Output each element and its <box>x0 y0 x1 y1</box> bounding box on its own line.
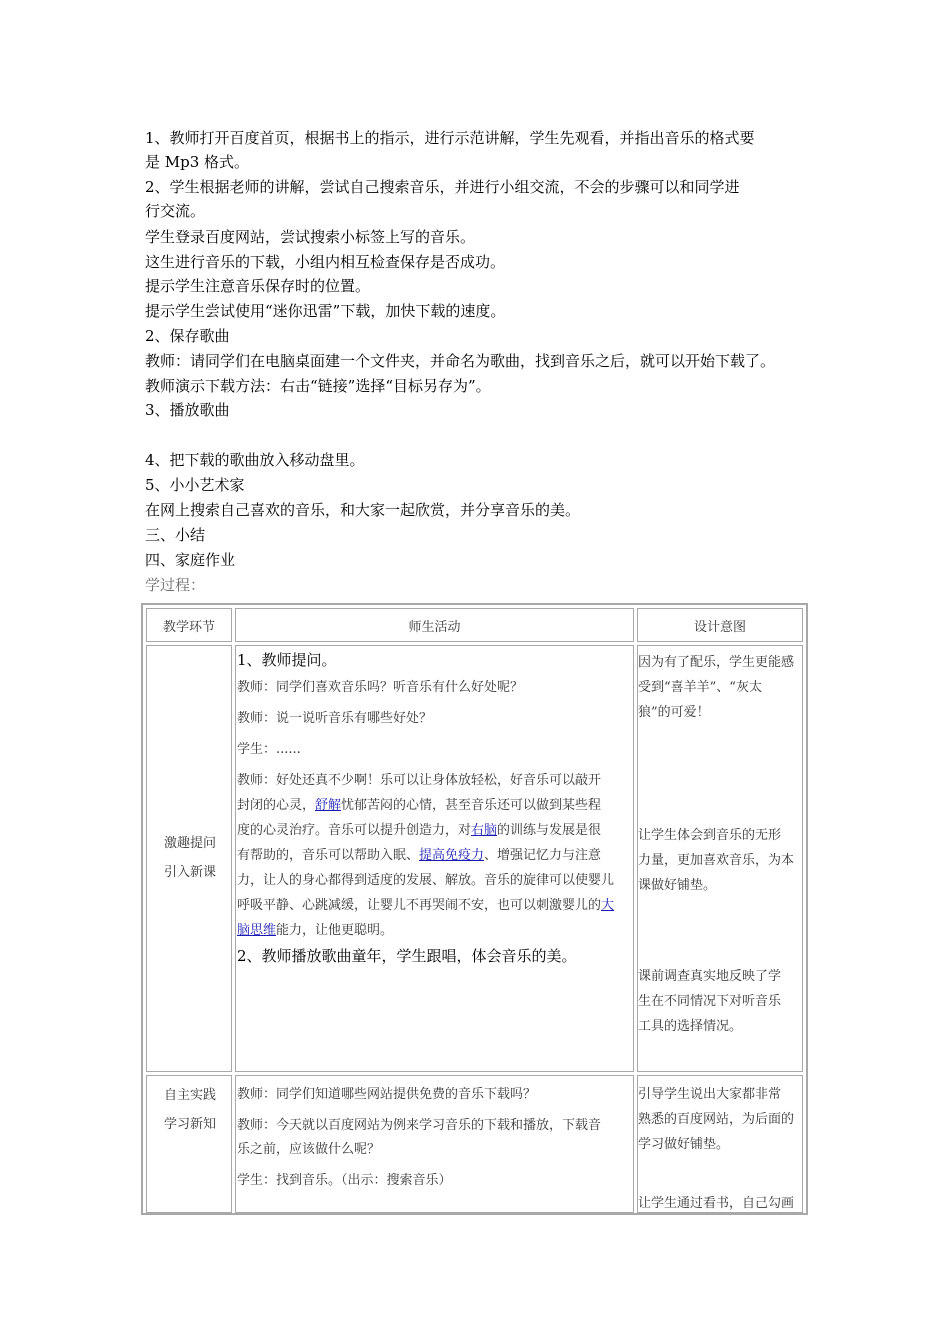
table-caption: 学过程： <box>145 576 206 594</box>
activity-line <box>237 919 393 938</box>
header-cell-intent <box>637 608 803 642</box>
paragraph: 2、学生根据老师的讲解，尝试自己搜索音乐，并进行小组交流，不会的步骤可以和同学进 <box>145 178 740 196</box>
text-run: 呼吸平静、心跳减缓，让婴儿不再哭闹不安，也可以刺激婴儿的 <box>237 898 602 913</box>
intent-line: 狼”的可爱！ <box>638 705 710 720</box>
intent-line: 让学生通过看书，自己勾画 <box>638 1196 795 1211</box>
text-run: 忧郁苦闷的心情，甚至音乐还可以做到某些程 <box>341 798 602 813</box>
text-run: 有帮助的，音乐可以帮助入眠、 <box>237 848 420 863</box>
activity-line <box>237 819 601 838</box>
section-heading: 5、小小艺术家 <box>145 476 245 494</box>
section-heading: 4、把下载的歌曲放入移动盘里。 <box>145 451 365 469</box>
activity-line <box>237 894 614 913</box>
intent-line: 受到“喜羊羊”、“灰太 <box>638 680 762 695</box>
row1-activity-cell <box>235 645 634 1072</box>
activity-line: 力，让人的身心都得到适度的发展、解放。音乐的旋律可以使婴儿 <box>237 873 615 888</box>
stage-label: 自主实践 <box>163 1088 216 1103</box>
activity-line: 教师：同学们知道哪些网站提供免费的音乐下载吗？ <box>237 1087 537 1102</box>
header-cell-activity <box>235 608 634 642</box>
text-run: 、增强记忆力与注意 <box>484 848 602 863</box>
intent-line: 因为有了配乐，学生更能感 <box>638 655 795 670</box>
paragraph: 教师演示下载方法：右击“链接”选择“目标另存为”。 <box>145 377 491 395</box>
link-danaosiwei[interactable]: 大 <box>601 898 615 913</box>
row1-intent-cell <box>637 645 803 1072</box>
section-heading: 三、小结 <box>145 526 206 544</box>
intent-line: 让学生体会到音乐的无形 <box>638 828 782 843</box>
text-run: 能力，让他更聪明。 <box>276 923 394 938</box>
activity-item: 1、教师提问。 <box>237 651 337 669</box>
header-label: 师生活动 <box>408 619 461 635</box>
paragraph: 是 Mp3 格式。 <box>145 153 250 171</box>
paragraph: 在网上搜索自己喜欢的音乐，和大家一起欣赏，并分享音乐的美。 <box>145 501 581 519</box>
link-younao[interactable]: 右脑 <box>471 823 498 838</box>
row2-stage-cell <box>146 1075 232 1213</box>
intent-line: 力量，更加喜欢音乐，为本 <box>638 853 795 868</box>
section-heading: 2、保存歌曲 <box>145 327 230 345</box>
header-cell-stage <box>146 608 232 642</box>
activity-line: 学生：...... <box>237 742 301 757</box>
section-heading: 四、家庭作业 <box>145 551 236 569</box>
text-run: 度的心灵治疗。音乐可以提升创造力，对 <box>237 823 472 838</box>
activity-line: 教师：好处还真不少啊！乐可以让身体放轻松，好音乐可以敲开 <box>237 773 602 788</box>
activity-line: 教师：同学们喜欢音乐吗？听音乐有什么好处呢？ <box>237 680 524 695</box>
activity-line: 教师：说一说听音乐有哪些好处？ <box>237 711 433 726</box>
intent-line: 生在不同情况下对听音乐 <box>638 994 782 1009</box>
activity-line: 教师：今天就以百度网站为例来学习音乐的下载和播放，下载音 <box>237 1118 602 1133</box>
row2-activity-cell <box>235 1075 634 1213</box>
header-label: 设计意图 <box>693 619 746 635</box>
paragraph: 行交流。 <box>145 202 206 220</box>
text-run: 的训练与发展是很 <box>497 823 602 838</box>
link-danaosiwei[interactable]: 脑思维 <box>237 923 277 938</box>
paragraph: 提示学生注意音乐保存时的位置。 <box>145 277 371 295</box>
activity-line: 学生：找到音乐。（出示：搜索音乐） <box>237 1173 452 1188</box>
activity-line <box>237 844 601 863</box>
stage-label: 学习新知 <box>163 1117 216 1132</box>
header-label: 教学环节 <box>162 619 215 635</box>
intent-line: 学习做好铺垫。 <box>638 1137 730 1152</box>
lesson-table <box>141 603 808 1215</box>
paragraph: 1、教师打开百度首页，根据书上的指示，进行示范讲解，学生先观看，并指出音乐的格式要 <box>145 129 755 147</box>
link-shujie[interactable]: 舒解 <box>315 798 342 813</box>
row1-stage-cell <box>146 645 232 1072</box>
activity-line <box>237 794 601 813</box>
intent-line: 熟悉的百度网站，为后面的 <box>638 1112 795 1127</box>
row2-intent-cell <box>637 1075 803 1213</box>
stage-label: 激趣提问 <box>163 836 216 851</box>
intent-line: 课做好铺垫。 <box>638 878 717 893</box>
section-heading: 3、播放歌曲 <box>145 401 230 419</box>
intent-line: 引导学生说出大家都非常 <box>638 1087 782 1102</box>
activity-line: 乐之前，应该做什么呢？ <box>237 1142 381 1157</box>
stage-label: 引入新课 <box>163 865 216 880</box>
intent-line: 课前调查真实地反映了学 <box>638 969 782 984</box>
paragraph: 教师：请同学们在电脑桌面建一个文件夹，并命名为歌曲，找到音乐之后，就可以开始下载了。 <box>145 352 776 370</box>
paragraph: 这生进行音乐的下载，小组内相互检查保存是否成功。 <box>145 253 506 271</box>
intent-line: 工具的选择情况。 <box>638 1019 743 1034</box>
paragraph: 学生登录百度网站，尝试搜索小标签上写的音乐。 <box>145 228 476 246</box>
activity-item: 2、教师播放歌曲童年，学生跟唱，体会音乐的美。 <box>237 947 577 965</box>
text-run: 封闭的心灵， <box>237 798 316 813</box>
link-mianyili[interactable]: 提高免疫力 <box>419 848 485 863</box>
paragraph: 提示学生尝试使用“迷你迅雷”下载，加快下载的速度。 <box>145 302 506 320</box>
